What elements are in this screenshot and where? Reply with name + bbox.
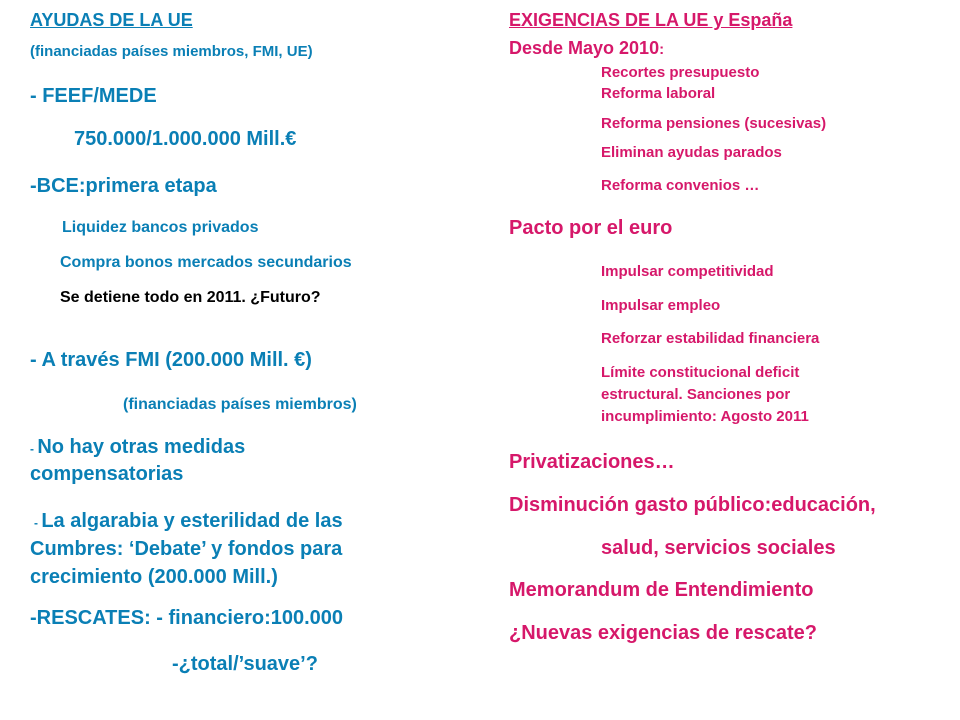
bce-item-compra-bonos: Compra bonos mercados secundarios xyxy=(60,254,352,271)
bce-item-se-detiene: Se detiene todo en 2011. ¿Futuro? xyxy=(60,289,321,306)
algarabia-text: La algarabia y esterilidad de las xyxy=(41,510,343,532)
pacto-item-empleo: Impulsar empleo xyxy=(601,297,721,314)
pacto-item-limite-2: estructural. Sanciones por xyxy=(601,386,791,403)
no-medidas-dash: - xyxy=(30,442,38,456)
item-2010-5: Reforma convenios … xyxy=(601,177,760,194)
feef-amount: 750.000/1.000.000 Mill.€ xyxy=(74,128,297,150)
gasto-line-1: Disminución gasto público:educación, xyxy=(509,494,876,516)
rescates-line-1: -RESCATES: - financiero:100.000 xyxy=(30,607,344,629)
item-2010-1: Recortes presupuesto xyxy=(601,64,760,81)
feef-heading: - FEEF/MEDE xyxy=(30,85,157,107)
since-text: Desde Mayo 2010 xyxy=(509,38,660,58)
algarabia-line-3: crecimiento (200.000 Mill.) xyxy=(30,566,278,588)
bce-item-liquidez: Liquidez bancos privados xyxy=(62,219,259,236)
pacto-heading: Pacto por el euro xyxy=(509,217,673,239)
bce-heading: -BCE:primera etapa xyxy=(30,175,217,197)
fmi-note: (financiadas países miembros) xyxy=(123,396,357,413)
memorandum: Memorandum de Entendimiento xyxy=(509,579,814,601)
item-2010-4: Eliminan ayudas parados xyxy=(601,144,782,161)
pacto-item-competitividad: Impulsar competitividad xyxy=(601,263,774,280)
nuevas-exigencias: ¿Nuevas exigencias de rescate? xyxy=(509,622,817,644)
gasto-line-2: salud, servicios sociales xyxy=(601,537,836,559)
since-colon: : xyxy=(659,41,665,58)
rescates-line-2: -¿total/’suave’? xyxy=(172,653,318,675)
algarabia-line-1 xyxy=(34,510,343,532)
pacto-item-limite-3: incumplimiento: Agosto 2011 xyxy=(601,408,809,425)
right-title: EXIGENCIAS DE LA UE y España xyxy=(509,10,793,30)
privatizaciones: Privatizaciones… xyxy=(509,451,675,473)
no-medidas-text: No hay otras medidas xyxy=(37,436,246,458)
item-2010-3: Reforma pensiones (sucesivas) xyxy=(601,115,827,132)
left-title: AYUDAS DE LA UE xyxy=(30,10,193,30)
fmi-heading: - A través FMI (200.000 Mill. €) xyxy=(30,349,312,371)
algarabia-line-2: Cumbres: ‘Debate’ y fondos para xyxy=(30,538,343,560)
since-heading xyxy=(509,38,664,59)
pacto-item-estabilidad: Reforzar estabilidad financiera xyxy=(601,330,820,347)
no-medidas-line-1 xyxy=(30,436,245,458)
pacto-item-limite-1: Límite constitucional deficit xyxy=(601,364,800,381)
item-2010-2: Reforma laboral xyxy=(601,85,716,102)
left-subtitle: (financiadas países miembros, FMI, UE) xyxy=(30,43,313,60)
algarabia-dash: - xyxy=(34,516,42,530)
no-medidas-line-2: compensatorias xyxy=(30,463,184,485)
